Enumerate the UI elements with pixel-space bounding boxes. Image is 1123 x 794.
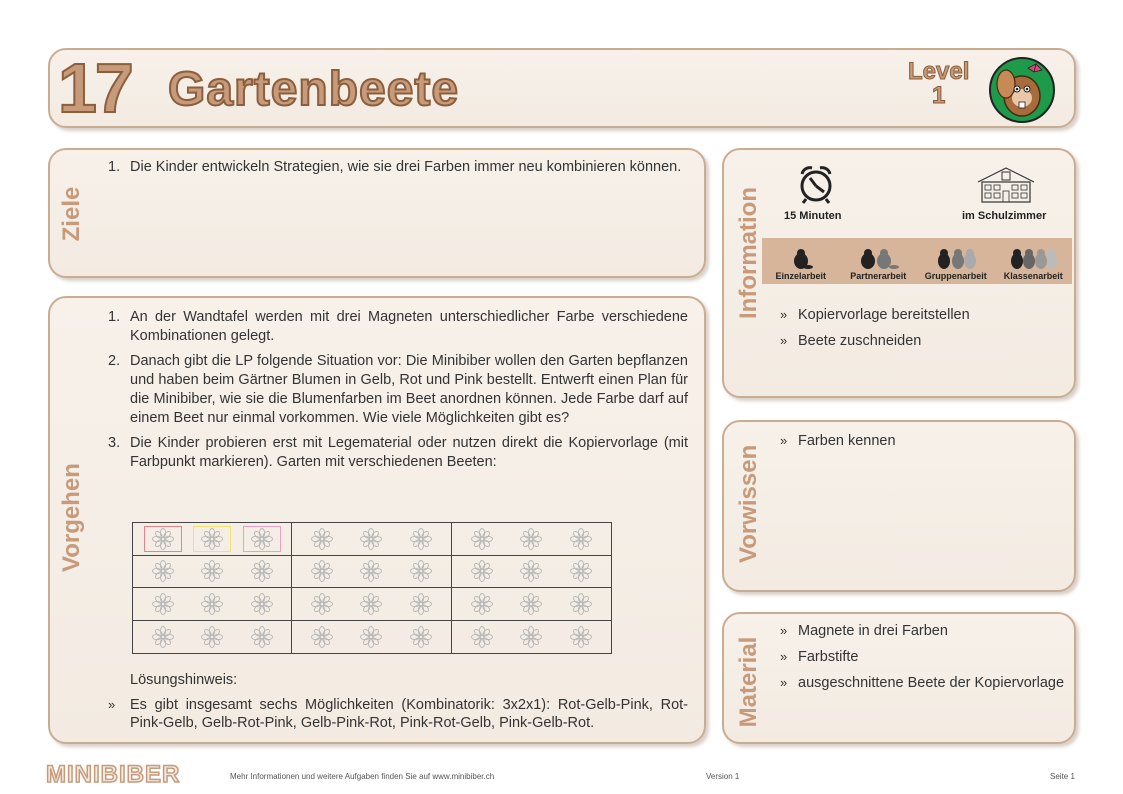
flower-icon — [352, 624, 390, 650]
flower-icon — [243, 558, 281, 584]
school-building-icon — [974, 164, 1038, 204]
flower-icon — [243, 526, 281, 552]
flower-icon — [352, 526, 390, 552]
flower-icon — [402, 558, 440, 584]
flower-icon — [562, 624, 600, 650]
flower-icon — [463, 526, 501, 552]
garden-bed — [133, 588, 292, 621]
flower-icon — [243, 624, 281, 650]
header-panel — [48, 48, 1076, 128]
flower-icon — [303, 526, 341, 552]
vorgehen-label: Vorgehen — [58, 463, 85, 572]
information-label: Information — [735, 187, 762, 319]
material-list — [776, 622, 1066, 700]
solution-hint: » Es gibt insgesamt sechs Möglichkeiten (Kombinatorik: 3x2x1): Rot-Gelb-Pink, Rot-Pink-Gelb, Gelb-Rot-Pink, Gelb-Pink-Rot, Pink-Rot-Gelb, Pink-Gelb-Rot. — [108, 697, 688, 731]
vorwissen-label: Vorwissen — [735, 444, 762, 563]
information-list — [776, 306, 1066, 358]
garden-bed — [133, 621, 292, 654]
ziele-label: Ziele — [58, 186, 85, 242]
social-forms-bar — [762, 238, 1072, 284]
garden-bed — [452, 556, 611, 589]
flower-icon — [193, 624, 231, 650]
two-beavers-icon — [856, 248, 900, 270]
alarm-clock-icon — [796, 164, 836, 204]
list-item: 3. Die Kinder probieren erst mit Legematerial oder nutzen direkt die Kopiervorlage (mit Farbpunkt markieren). Garten mit verschiedenen Beeten: — [108, 435, 688, 470]
flower-icon — [463, 624, 501, 650]
list-item: 2. Danach gibt die LP folgende Situation vor: Die Minibiber wollen den Garten bepflanzen und haben beim Gärtner Blumen in Gelb, Rot und Pink bestellt. Entwerft einen Plan für die Minibiber, wie sie die Blumenfarben im Beet anordnen können. Jede Farbe darf auf einem Beet nur einmal vorkommen. Wie viele Möglichkeiten gibt es? — [108, 353, 688, 426]
flower-icon — [193, 591, 231, 617]
garden-bed — [292, 523, 451, 556]
vorgehen-panel — [48, 296, 706, 744]
list-item: » Farbstifte — [780, 649, 859, 665]
list-item: » Farben kennen — [780, 433, 896, 449]
flower-icon — [402, 591, 440, 617]
footer-page-number: Seite 1 — [1050, 772, 1075, 781]
flower-icon — [243, 591, 281, 617]
flower-icon — [463, 558, 501, 584]
flower-icon — [193, 526, 231, 552]
location-text: im Schulzimmer — [962, 210, 1047, 222]
garden-bed — [452, 588, 611, 621]
flower-icon — [402, 526, 440, 552]
flower-icon — [303, 591, 341, 617]
garden-bed — [292, 621, 451, 654]
flower-icon — [193, 558, 231, 584]
flower-icon — [512, 624, 550, 650]
solution-hint-title: Lösungshinweis: — [130, 672, 238, 688]
class-beavers-icon — [1008, 248, 1058, 270]
level-label: Level — [908, 58, 970, 85]
list-item: » ausgeschnittene Beete der Kopiervorlage — [780, 675, 1065, 691]
flower-icon — [144, 526, 182, 552]
social-form-gruppe: Gruppenarbeit — [917, 238, 995, 284]
ziele-panel — [48, 148, 706, 278]
vorwissen-panel — [722, 420, 1076, 592]
flower-icon — [352, 591, 390, 617]
list-item: 1. An der Wandtafel werden mit drei Magneten unterschiedlicher Farbe verschiedene Kombinationen gelegt. — [108, 309, 688, 344]
list-item: » Magnete in drei Farben — [780, 623, 948, 639]
flower-icon — [562, 526, 600, 552]
flower-icon — [144, 591, 182, 617]
duration-text: 15 Minuten — [784, 210, 842, 222]
flower-icon — [463, 591, 501, 617]
flower-icon — [144, 558, 182, 584]
garden-beds-grid — [132, 522, 612, 654]
level-value: 1 — [932, 82, 946, 109]
garden-bed — [292, 588, 451, 621]
ziele-list — [108, 158, 688, 183]
garden-bed — [452, 621, 611, 654]
page-title: Gartenbeete — [168, 63, 460, 116]
flower-icon — [562, 558, 600, 584]
task-number: 17 — [58, 49, 132, 127]
minibiber-logo — [40, 758, 220, 788]
information-panel — [722, 148, 1076, 398]
flower-icon — [512, 591, 550, 617]
footer-info: Mehr Informationen und weitere Aufgaben finden Sie auf www.minibiber.ch — [230, 772, 495, 781]
single-beaver-icon — [789, 248, 813, 270]
list-item: » Kopiervorlage bereitstellen — [780, 307, 970, 323]
garden-bed — [452, 523, 611, 556]
group-beavers-icon — [934, 248, 978, 270]
vorgehen-list — [108, 308, 688, 478]
vorwissen-list — [776, 432, 1066, 458]
garden-bed — [292, 556, 451, 589]
social-form-einzel: Einzelarbeit — [762, 238, 840, 284]
material-panel — [722, 612, 1076, 744]
flower-icon — [303, 624, 341, 650]
flower-icon — [402, 624, 440, 650]
flower-icon — [144, 624, 182, 650]
beaver-mascot-icon — [988, 56, 1056, 124]
social-form-partner: Partnerarbeit — [840, 238, 918, 284]
list-item: 1. Die Kinder entwickeln Strategien, wie sie drei Farben immer neu kombinieren können. — [108, 159, 682, 175]
flower-icon — [303, 558, 341, 584]
flower-icon — [512, 526, 550, 552]
footer-version: Version 1 — [706, 772, 740, 781]
level-badge — [908, 60, 969, 108]
flower-icon — [512, 558, 550, 584]
material-label: Material — [735, 636, 762, 728]
social-form-klasse: Klassenarbeit — [995, 238, 1073, 284]
flower-icon — [352, 558, 390, 584]
flower-icon — [562, 591, 600, 617]
garden-bed — [133, 523, 292, 556]
list-item: » Beete zuschneiden — [780, 333, 922, 349]
svg-text:MINIBIBER: MINIBIBER — [46, 761, 181, 788]
garden-bed — [133, 556, 292, 589]
